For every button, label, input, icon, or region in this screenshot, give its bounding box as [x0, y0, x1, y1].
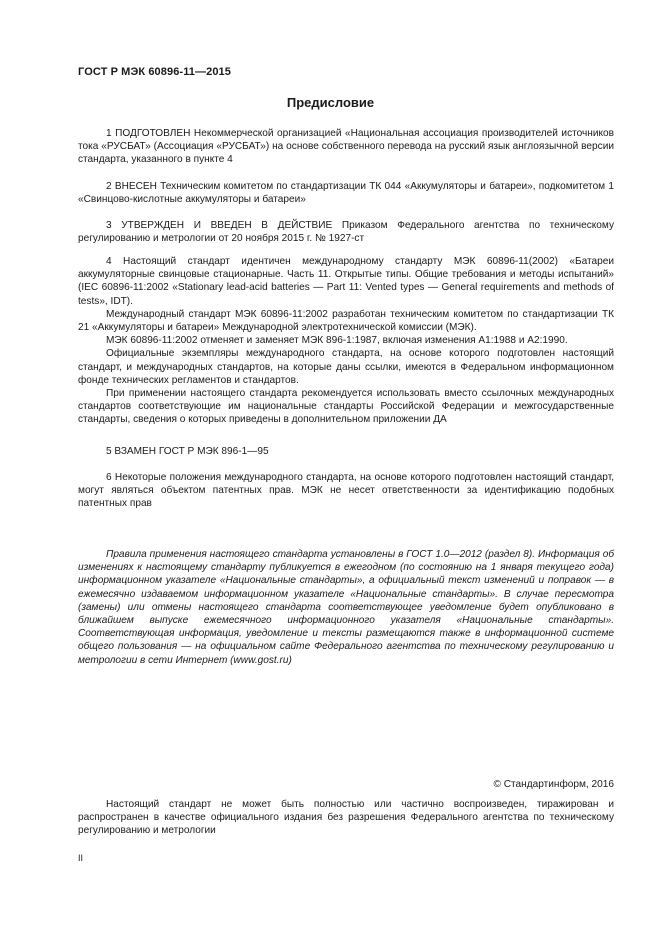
- reproduction-note: [78, 798, 614, 838]
- rules-note-text: Правила применения настоящего стандарта установлены в ГОСТ 1.0—2012 (раздел 8). Информация об изменениях к настоящему стандарту публикуется в ежегодном (по состоянию на 1 января текущего года) информационном указателе «Национальные стандарты», а официальный текст изменений и поправок — в ежемесячно издаваемом информационном указателе «Национальные стандарты». В случае пересмотра (замены) или отмены настоящего стандарта соответствующее уведомление будет опубликовано в ближайшем выпуске ежемесячного информационного указателя «Национальные стандарты». Соответствующая информация, уведомление и тексты размещаются также в информационной системе общего пользования — на официальном сайте Федерального агентства по техническому регулированию и метрологии в сети Интернет (www.gost.ru): [78, 549, 614, 666]
- section-2-text: 2 ВНЕСЕН Техническим комитетом по стандартизации ТК 044 «Аккумуляторы и батареи», подкомитетом 1 «Свинцово-кислотные аккумуляторы и батареи»: [78, 181, 614, 206]
- section-5-text: 5 ВЗАМЕН ГОСТ Р МЭК 896-1—95: [106, 446, 269, 457]
- section-3: [78, 219, 614, 245]
- section-4-paragraph: Международный стандарт МЭК 60896-11:2002 разработан техническим комитетом по стандартизации ТК 21 «Аккумуляторы и батареи» Международной электротехнической комиссии (МЭК).: [78, 308, 614, 334]
- standard-header: ГОСТ Р МЭК 60896-11—2015: [78, 66, 231, 78]
- section-2: [78, 180, 614, 206]
- section-4-paragraph: Официальные экземпляры международного стандарта, на основе которого подготовлен настоящий стандарт, и международных стандартов, на которые даны ссылки, имеются в Федеральном информационном фонде технических регламентов и стандартов.: [78, 348, 614, 386]
- section-4-paragraph: 4 Настоящий стандарт идентичен международному стандарту МЭК 60896-11(2002) «Батареи аккумуляторные свинцовые стационарные. Часть 11. Открытые типы. Общие требования и методы испытаний» (IEC 60896-11:2002 «Stationary lead-acid batteries — Part 11: Vented types — General requirements and methods of tests», IDT).: [78, 256, 614, 307]
- page-title: Предисловие: [286, 95, 375, 110]
- section-1: [78, 127, 614, 167]
- reproduction-note-text: Настоящий стандарт не может быть полностью или частично воспроизведен, тиражирован и распространен в качестве официального издания без разрешения Федерального агентства по техническому регулированию и метрологии: [78, 799, 614, 837]
- rules-note: [78, 548, 614, 667]
- section-6-text: 6 Некоторые положения международного стандарта, на основе которого подготовлен настоящий стандарт, могут являться объектом патентных прав. МЭК не несет ответственности за идентификацию подобных патентных прав: [78, 472, 614, 510]
- copyright: © Стандартинформ, 2016: [493, 779, 614, 790]
- section-3-text: 3 УТВЕРЖДЕН И ВВЕДЕН В ДЕЙСТВИЕ Приказом Федерального агентства по техническому регулированию и метрологии от 20 ноября 2015 г. № 1927-ст: [78, 220, 614, 245]
- section-4-paragraph: МЭК 60896-11:2002 отменяет и заменяет МЭК 896-1:1987, включая изменения А1:1988 и А2:1990.: [106, 335, 568, 347]
- section-5: [78, 445, 614, 458]
- section-1-text: 1 ПОДГОТОВЛЕН Некоммерческой организацией «Национальная ассоциация производителей источников тока «РУСБАТ» (Ассоциация «РУСБАТ») на основе собственного перевода на русский язык англоязычной версии стандарта, указанного в пункте 4: [78, 128, 614, 166]
- section-4: [78, 255, 614, 427]
- section-4-paragraph: При применении настоящего стандарта рекомендуется использовать вместо ссылочных международных стандартов соответствующие им национальные стандарты Российской Федерации и межгосударственные стандарты, сведения о которых приведены в дополнительном приложении ДА: [78, 388, 614, 426]
- section-6: [78, 471, 614, 511]
- page-number: II: [78, 853, 84, 863]
